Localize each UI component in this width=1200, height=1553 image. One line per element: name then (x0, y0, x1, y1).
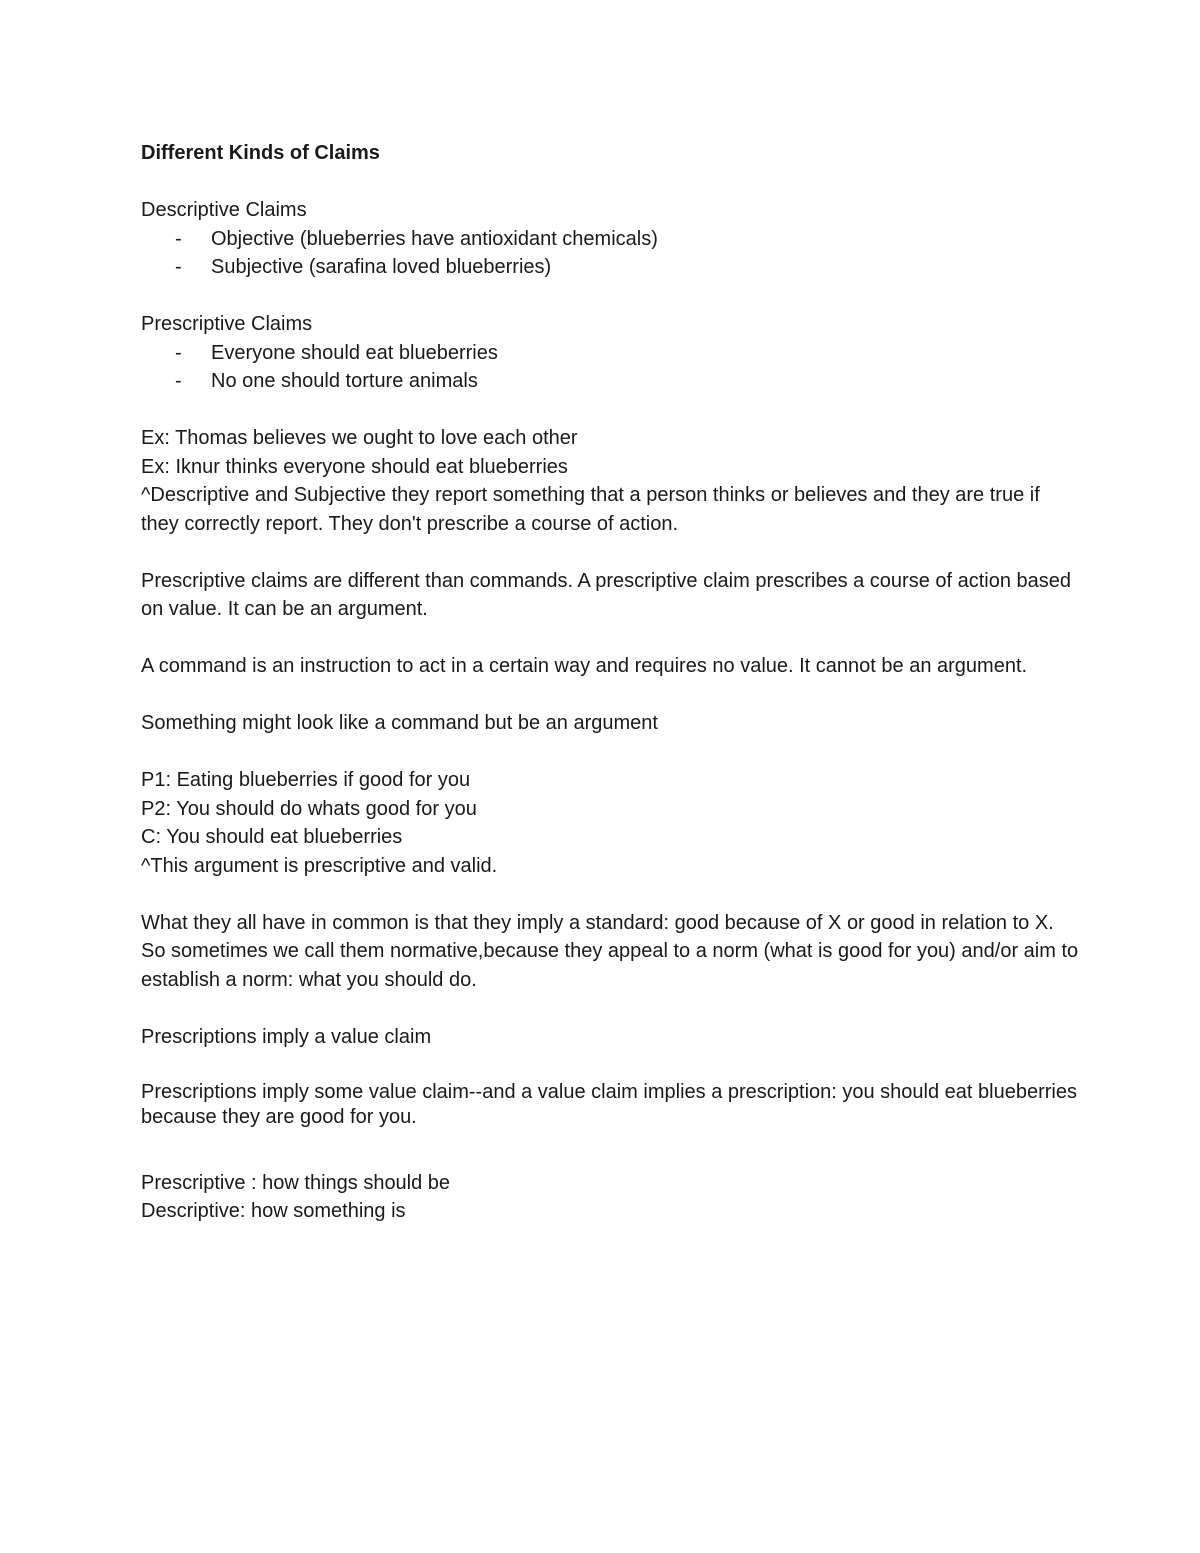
example-line: Ex: Iknur thinks everyone should eat blueberries (141, 455, 568, 478)
list-item (141, 367, 1081, 396)
paragraph-common-standard: What they all have in common is that they imply a standard: good because of X or good in relation to X. So sometimes we call them normative,because they appeal to a norm (what is good for you) and/or aim to establish a norm: what you should do. (141, 911, 1079, 991)
list-item-text: Everyone should eat blueberries (211, 341, 498, 364)
spacer (141, 738, 1081, 767)
spacer (141, 538, 1081, 567)
spacer (141, 282, 1081, 311)
spacer (141, 624, 1081, 653)
paragraph-prescriptions-imply: Prescriptions imply a value claim (141, 1025, 432, 1048)
spacer (141, 168, 1081, 197)
example-line: Ex: Thomas believes we ought to love each other (141, 427, 578, 449)
bullet-dash: - (175, 370, 182, 392)
argument-note: ^This argument is prescriptive and valid. (141, 854, 498, 877)
argument-conclusion: C: You should eat blueberries (141, 826, 403, 848)
spacer (141, 994, 1081, 1023)
bullet-dash: - (175, 227, 182, 250)
summary-prescriptive: Prescriptive : how things should be (141, 1171, 451, 1194)
descriptive-claims-list (141, 225, 1081, 282)
paragraph-look-like-command: Something might look like a command but be an argument (141, 712, 658, 734)
prescriptive-claims-heading: Prescriptive Claims (141, 313, 313, 335)
paragraph-commands: Prescriptive claims are different than commands. A prescriptive claim prescribes a course of action based on value. It can be an argument. (141, 569, 1072, 620)
document-title: Different Kinds of Claims (141, 142, 380, 164)
argument-premise-1: P1: Eating blueberries if good for you (141, 769, 471, 791)
paragraph-command-definition: A command is an instruction to act in a certain way and requires no value. It cannot be an argument. (141, 655, 1028, 677)
list-item-text: No one should torture animals (211, 370, 478, 392)
example-note: ^Descriptive and Subjective they report something that a person thinks or believes and they are true if they correctly report. They don't prescribe a course of action. (141, 484, 1040, 535)
spacer (141, 1130, 1081, 1169)
list-item-text: Subjective (sarafina loved blueberries) (211, 256, 552, 278)
spacer (141, 1051, 1081, 1080)
list-item (141, 225, 1081, 254)
bullet-dash: - (175, 341, 182, 364)
list-item (141, 253, 1081, 282)
spacer (141, 681, 1081, 710)
spacer (141, 880, 1081, 909)
spacer (141, 396, 1081, 425)
document-page (141, 139, 1081, 1226)
argument-premise-2: P2: You should do whats good for you (141, 797, 477, 820)
list-item-text: Objective (blueberries have antioxidant chemicals) (211, 227, 658, 250)
descriptive-claims-heading: Descriptive Claims (141, 199, 307, 221)
prescriptive-claims-list (141, 339, 1081, 396)
summary-descriptive: Descriptive: how something is (141, 1200, 406, 1222)
list-item (141, 339, 1081, 368)
bullet-dash: - (175, 256, 182, 278)
paragraph-prescriptions-imply-more: Prescriptions imply some value claim--and a value claim implies a prescription: you should eat blueberries because they are good for you. (141, 1080, 1077, 1128)
